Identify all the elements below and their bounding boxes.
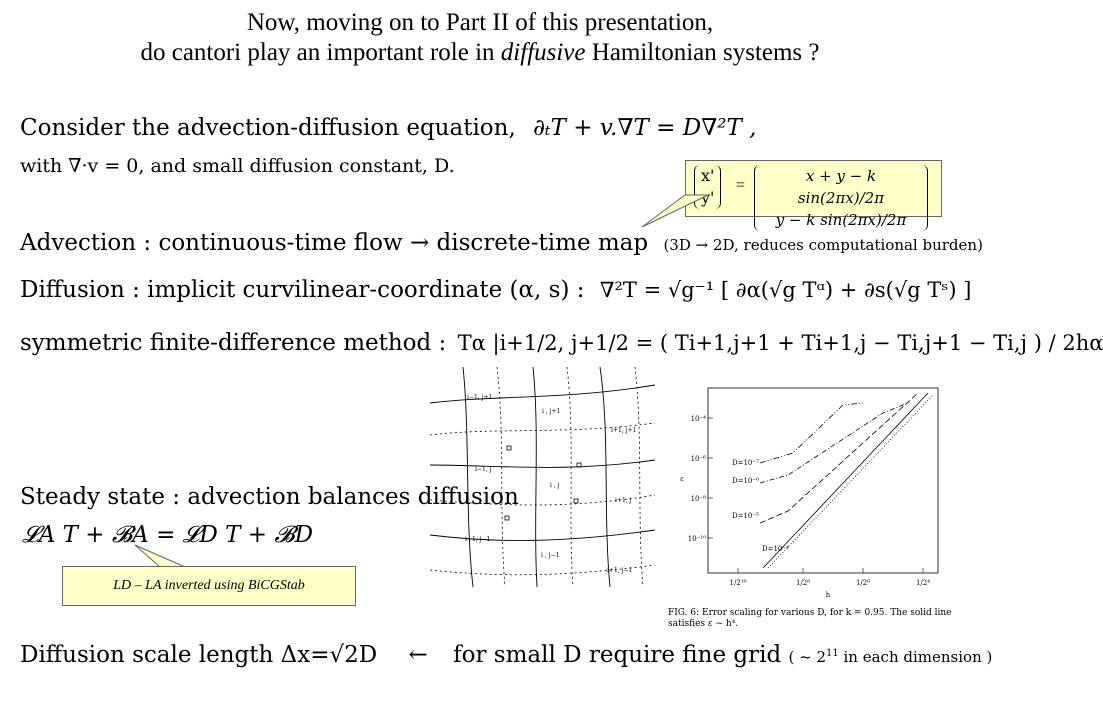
legend-d-1e-6: D=10⁻⁶ bbox=[732, 477, 759, 485]
grid-size-pre: ( ~ 2 bbox=[788, 648, 826, 666]
grid-label-9: i+1, j−1 bbox=[607, 567, 633, 574]
series-d-1e-6 bbox=[760, 403, 908, 483]
grid-label-3: i+1, j+1 bbox=[611, 427, 637, 434]
ytick-3: 10⁻⁸ bbox=[690, 495, 706, 503]
diffusion-text: Diffusion : implicit curvilinear-coordinate (α, s) : bbox=[20, 277, 585, 303]
standard-map-callout bbox=[685, 160, 942, 229]
title-line-1: Now, moving on to Part II of this presentation, bbox=[246, 9, 714, 36]
grid-size-exponent: 11 bbox=[826, 648, 839, 659]
xtick-1: 1/2¹⁰ bbox=[729, 579, 747, 587]
diffusion-laplacian-equation: ∇²T = √g⁻¹ [ ∂α(√g Tᵅ) + ∂s(√g Tˢ) ] bbox=[599, 278, 972, 302]
ytick-4: 10⁻¹⁰ bbox=[687, 535, 706, 543]
divergence-free-line: with ∇·v = 0, and small diffusion constant, D. bbox=[20, 155, 455, 177]
title-line-2-pre: do cantori play an important role in bbox=[140, 39, 501, 66]
bicgstab-callout: LD – LA inverted using BiCGStab bbox=[62, 566, 356, 606]
diffusion-scale-text: Diffusion scale length Δx=√2D bbox=[20, 642, 378, 668]
grid-label-1: i−1, j+1 bbox=[467, 394, 493, 401]
y-axis-label: ε bbox=[680, 475, 684, 483]
advection-line bbox=[20, 230, 983, 256]
x-axis-label: h bbox=[825, 591, 831, 599]
map-rhs-y: y − k sin(2πx)/2π bbox=[775, 211, 907, 229]
curvilinear-grid-diagram bbox=[425, 365, 660, 590]
fine-grid-text: for small D require fine grid bbox=[453, 642, 782, 668]
map-lhs-x: x' bbox=[701, 166, 715, 185]
slide-title bbox=[0, 8, 960, 68]
title-emphasis: diffusive bbox=[500, 39, 586, 66]
operator-balance-equation: 𝓛A T + 𝓑A = 𝓛D T + 𝓑D bbox=[22, 522, 314, 548]
solid-h4-line bbox=[763, 393, 928, 568]
advection-diffusion-text: Consider the advection-diffusion equation, bbox=[20, 115, 516, 141]
xtick-2: 1/2⁸ bbox=[795, 579, 811, 587]
map-rhs-x: x + y − k sin(2πx)/2π bbox=[797, 167, 885, 207]
finite-difference-line bbox=[20, 330, 1103, 356]
figure-caption: FIG. 6: Error scaling for various D, for k = 0.95. The solid line satisfies ε ∼ h⁴. bbox=[668, 608, 952, 629]
grid-label-6: i+1, j bbox=[615, 497, 632, 504]
advection-note: (3D → 2D, reduces computational burden) bbox=[663, 236, 983, 254]
title-line-2-post: Hamiltonian systems ? bbox=[585, 39, 820, 66]
legend-d-1e-5: D=10⁻⁵ bbox=[732, 512, 759, 520]
grid-size-post: in each dimension ) bbox=[838, 648, 993, 666]
grid-label-8: i , j−1 bbox=[541, 552, 560, 559]
grid-label-4: i−1, j bbox=[475, 466, 492, 473]
grid-label-5: i , j bbox=[550, 482, 560, 489]
grid-size-note bbox=[789, 648, 993, 666]
map-lhs-y: y' bbox=[701, 188, 715, 207]
finite-difference-equation: Tα |i+1/2, j+1/2 = ( Ti+1,j+1 + Ti+1,j − Ti,j+1 − Ti,j ) / 2hα bbox=[457, 331, 1103, 355]
finite-difference-text: symmetric finite-difference method : bbox=[20, 330, 447, 356]
map-equals: = bbox=[736, 177, 746, 194]
legend-d-1e-4: D=10⁻⁴ bbox=[762, 545, 789, 553]
grid-label-7: i−1, j−1 bbox=[465, 536, 491, 543]
series-d-1e-7 bbox=[760, 403, 863, 463]
ytick-2: 10⁻⁶ bbox=[690, 455, 706, 463]
diffusion-line bbox=[20, 277, 971, 303]
grid-label-2: i , j+1 bbox=[542, 408, 561, 415]
title-line-2 bbox=[0, 38, 960, 68]
ytick-1: 10⁻⁴ bbox=[690, 415, 706, 423]
error-scaling-plot bbox=[668, 383, 953, 608]
series-d-1e-5 bbox=[760, 393, 918, 523]
callout-pointer bbox=[640, 195, 710, 230]
map-rhs bbox=[754, 165, 928, 231]
legend-d-1e-7: D=10⁻⁷ bbox=[732, 459, 759, 467]
advection-text: Advection : continuous-time flow → discrete-time map bbox=[20, 230, 649, 256]
advection-diffusion-line bbox=[20, 115, 756, 141]
left-arrow-icon: ← bbox=[408, 642, 428, 668]
xtick-4: 1/2⁴ bbox=[915, 579, 931, 587]
advection-diffusion-equation: ∂ₜT + v.∇T = D∇²T , bbox=[533, 115, 757, 141]
steady-state-line: Steady state : advection balances diffusion bbox=[20, 484, 519, 510]
dotted-line bbox=[768, 395, 933, 568]
diffusion-scale-line bbox=[20, 642, 992, 668]
xtick-3: 1/2⁶ bbox=[855, 579, 871, 587]
